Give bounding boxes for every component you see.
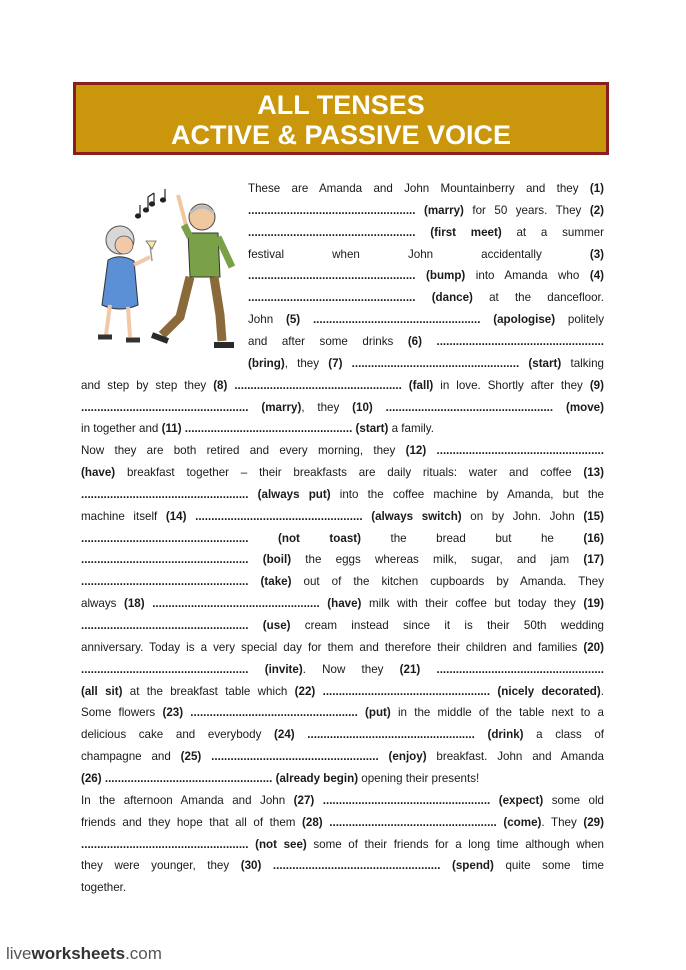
bold-cue: (have): [327, 597, 362, 611]
text-segment: in together and: [81, 422, 162, 436]
bold-cue: (19): [583, 597, 604, 611]
text-segment: always: [81, 597, 124, 611]
bold-cue: (fall): [408, 378, 434, 392]
text-segment: [249, 575, 261, 588]
text-segment: [416, 226, 431, 239]
text-segment: friends and they hope that all of them: [81, 815, 303, 829]
text-line: [81, 703, 604, 723]
text-line: [81, 485, 604, 505]
text-segment: [249, 532, 279, 545]
bold-cue: (12): [405, 444, 427, 458]
worksheet-title-banner: [73, 82, 609, 155]
text-line: [248, 288, 604, 308]
text-segment: [187, 510, 196, 523]
text-segment: [295, 728, 308, 741]
bold-cue: (26): [81, 771, 102, 785]
text-line: [81, 441, 604, 461]
answer-blank[interactable]: ....................................................: [184, 422, 353, 436]
text-segment: for 50 years. They: [463, 203, 590, 217]
text-line: [81, 529, 604, 549]
bold-cue: (expect): [498, 793, 544, 807]
text-segment: anniversary. Today is a very special day for them and therefore their children and families: [81, 640, 584, 654]
text-line: [81, 616, 604, 636]
text-line: [81, 813, 604, 833]
bold-cue: (13): [583, 466, 604, 480]
text-line: [81, 550, 604, 570]
bold-cue: (move): [565, 400, 604, 414]
bold-cue: (20): [583, 640, 604, 654]
text-line: [248, 223, 604, 243]
text-segment: festival when John accidentally: [248, 247, 590, 261]
text-segment: some old: [543, 793, 604, 807]
answer-blank[interactable]: ....................................................: [234, 378, 402, 392]
text-segment: into Amanda who: [465, 269, 590, 283]
text-segment: Some flowers: [81, 706, 163, 720]
answer-blank[interactable]: .: [600, 684, 604, 698]
text-segment: [420, 663, 436, 676]
bold-cue: (always switch): [371, 509, 462, 523]
bold-cue: (18): [124, 597, 145, 611]
text-segment: [358, 706, 365, 719]
bold-cue: (3): [589, 247, 604, 261]
text-segment: a family.: [388, 422, 434, 436]
text-segment: quite some time: [493, 859, 604, 873]
bold-cue: (always put): [257, 487, 331, 501]
text-segment: [315, 685, 322, 698]
text-segment: opening their presents!: [358, 771, 480, 785]
answer-blank[interactable]: ....................................................: [104, 771, 273, 785]
text-segment: at the breakfast table which: [122, 684, 295, 698]
bold-cue: (28): [302, 815, 323, 829]
text-line: [81, 769, 604, 789]
answer-blank[interactable]: ....................................................: [81, 531, 249, 545]
bold-cue: (11): [161, 422, 182, 436]
bold-cue: (15): [583, 509, 604, 523]
text-segment: [249, 488, 258, 501]
text-segment: [379, 750, 389, 763]
text-segment: breakfast. John and Amanda: [426, 750, 604, 764]
answer-blank[interactable]: ....................................................: [81, 553, 249, 567]
text-segment: In the afternoon Amanda and John: [81, 793, 294, 807]
text-line: [81, 747, 604, 767]
text-line: [81, 507, 604, 527]
text-segment: they were younger, they: [81, 859, 241, 873]
text-segment: out of the kitchen cupboards by Amanda. They: [291, 575, 604, 589]
title-line-1: ALL TENSES: [257, 90, 425, 120]
answer-blank[interactable]: ....................................................: [322, 793, 491, 807]
bold-cue: (put): [365, 706, 391, 720]
text-segment: talking: [561, 356, 604, 370]
bold-cue: (9): [589, 378, 604, 392]
bold-cue: (take): [260, 575, 292, 589]
footer-live: live: [6, 944, 32, 963]
text-line: [248, 245, 604, 265]
answer-blank[interactable]: ....................................................: [152, 597, 320, 611]
text-segment: cream instead since it is their 50th wedding: [290, 619, 604, 632]
text-segment: [519, 357, 528, 370]
answer-blank[interactable]: ....................................................: [436, 662, 604, 676]
dancing-couple-illustration: [90, 185, 240, 355]
answer-blank[interactable]: ....................................................: [190, 706, 358, 720]
answer-blank[interactable]: ....................................................: [211, 750, 379, 764]
text-line: [248, 310, 604, 330]
text-segment: [201, 750, 211, 763]
text-line: [248, 332, 604, 352]
text-line: [248, 179, 604, 199]
bold-cue: (not toast): [278, 531, 361, 545]
bold-cue: (first meet): [430, 225, 502, 239]
bold-cue: (spend): [452, 859, 494, 873]
text-segment: [490, 794, 498, 807]
text-line: [81, 682, 604, 702]
footer-worksheets: worksheets: [31, 944, 126, 963]
bold-cue: (7): [328, 356, 343, 370]
text-segment: [475, 728, 488, 741]
bold-cue: (all sit): [81, 684, 123, 698]
answer-blank[interactable]: ....................................................: [436, 444, 604, 458]
old-woman-figure: [98, 226, 156, 340]
bold-cue: (29): [583, 815, 604, 829]
text-segment: John: [248, 313, 286, 327]
text-segment: [402, 379, 409, 392]
text-segment: on by John. John: [461, 509, 584, 523]
text-segment: a class of: [523, 728, 604, 742]
text-segment: delicious cake and everybody: [81, 728, 275, 742]
bold-cue: (8): [213, 378, 228, 392]
text-segment: [416, 269, 427, 282]
text-segment: and after some drinks: [248, 334, 408, 348]
text-line: [248, 354, 604, 374]
bold-cue: (23): [162, 706, 184, 720]
text-segment: . Now they: [302, 662, 400, 676]
text-segment: into the coffee machine by Amanda, but the: [330, 487, 605, 501]
bold-cue: (5): [285, 313, 301, 327]
text-segment: [416, 204, 424, 217]
bold-cue: (22): [294, 684, 316, 698]
bold-cue: (use): [262, 619, 291, 632]
text-segment: [422, 335, 437, 348]
bold-cue: (24): [274, 728, 295, 742]
answer-blank[interactable]: ....................................................: [312, 313, 481, 327]
bold-cue: (drink): [487, 728, 524, 742]
text-segment: [416, 291, 432, 304]
answer-blank[interactable]: ....................................................: [248, 291, 416, 305]
text-segment: at the dancefloor.: [472, 291, 604, 305]
answer-blank[interactable]: ....................................................: [195, 509, 363, 523]
bold-cue: (bump): [426, 269, 466, 283]
text-segment: the eggs whereas milk, sugar, and jam: [291, 553, 584, 567]
bold-cue: (25): [180, 750, 202, 764]
text-line: [81, 878, 604, 898]
text-segment: [261, 859, 273, 872]
bold-cue: (2): [589, 203, 604, 217]
bold-cue: (1): [589, 182, 604, 195]
bold-cue: (6): [407, 334, 422, 348]
bold-cue: (invite): [264, 662, 303, 676]
footer-dotcom: .com: [125, 944, 162, 963]
text-segment: [363, 510, 372, 523]
text-line: [81, 638, 604, 658]
bold-cue: (16): [583, 531, 604, 545]
text-segment: [426, 444, 436, 457]
text-line: [81, 856, 604, 876]
bold-cue: (dance): [431, 291, 473, 305]
text-segment: [553, 401, 566, 414]
text-line: [248, 266, 604, 286]
bold-cue: (marry): [423, 203, 464, 217]
text-segment: and step by step they: [81, 378, 214, 392]
bold-cue: (bring): [248, 356, 285, 370]
answer-blank[interactable]: ....................................................: [81, 487, 249, 501]
text-segment: [314, 794, 322, 807]
text-line: [81, 725, 604, 745]
music-notes-icon: [136, 189, 166, 218]
answer-blank[interactable]: ....................................................: [322, 684, 491, 698]
text-segment: [249, 663, 265, 676]
answer-blank[interactable]: ....................................................: [436, 334, 604, 348]
text-segment: the bread but he: [361, 531, 584, 545]
answer-blank[interactable]: ....................................................: [272, 859, 441, 873]
bold-cue: (10): [352, 400, 373, 414]
text-line: [81, 463, 604, 483]
bold-cue: (apologise): [493, 313, 556, 327]
bold-cue: (start): [528, 356, 562, 370]
bold-cue: (start): [355, 422, 389, 436]
old-man-figure: [152, 195, 234, 345]
bold-cue: (enjoy): [388, 750, 427, 764]
answer-blank[interactable]: ....................................................: [307, 728, 475, 742]
title-line-2: ACTIVE & PASSIVE VOICE: [170, 120, 512, 150]
bold-cue: (21): [399, 662, 421, 676]
bold-cue: (boil): [262, 553, 292, 567]
text-segment: [300, 313, 313, 326]
text-segment: . They: [541, 815, 584, 829]
text-segment: breakfast together – their breakfasts are daily rituals: water and coffee: [115, 466, 584, 480]
text-line: [81, 594, 604, 614]
bold-cue: (30): [240, 859, 262, 873]
text-line: [81, 660, 604, 680]
text-line: [81, 398, 604, 418]
bold-cue: (already begin): [275, 771, 359, 785]
text-line: [81, 376, 604, 396]
text-segment: together.: [81, 881, 127, 895]
text-line: [81, 572, 604, 592]
text-segment: [373, 401, 386, 414]
answer-blank[interactable]: ....................................................: [329, 815, 497, 829]
bold-cue: (not see): [255, 837, 307, 851]
text-segment: [440, 859, 452, 872]
text-segment: milk with their coffee but today they: [361, 597, 584, 611]
text-segment: in the middle of the table next to a: [390, 706, 604, 720]
bold-cue: (17): [583, 553, 604, 567]
answer-blank[interactable]: ....................................................: [351, 356, 520, 370]
answer-blank[interactable]: ....................................................: [385, 400, 554, 414]
text-segment: [249, 553, 263, 566]
answer-blank[interactable]: ....................................................: [81, 400, 249, 414]
liveworksheets-logo: [6, 944, 162, 964]
bold-cue: (27): [293, 793, 315, 807]
bold-cue: (marry): [261, 400, 302, 414]
answer-blank[interactable]: ....................................................: [81, 662, 249, 676]
text-segment: [480, 313, 493, 326]
answer-blank[interactable]: ....................................................: [81, 575, 249, 589]
text-line: [248, 201, 604, 221]
text-segment: Now they are both retired and every morning, they: [81, 444, 406, 458]
text-line: [81, 419, 604, 439]
text-segment: at a summer: [501, 225, 604, 239]
bold-cue: (14): [165, 509, 187, 523]
answer-blank[interactable]: ....................................................: [248, 269, 416, 283]
text-line: [81, 835, 604, 855]
text-segment: politely: [555, 313, 604, 327]
text-segment: in love. Shortly after they: [433, 378, 590, 392]
bold-cue: (have): [81, 466, 116, 480]
bold-cue: (4): [589, 269, 604, 283]
text-line: [81, 791, 604, 811]
text-segment: [249, 619, 263, 632]
text-segment: [249, 401, 262, 414]
text-segment: champagne and: [81, 750, 181, 764]
answer-blank[interactable]: ....................................................: [248, 203, 416, 217]
answer-blank[interactable]: ....................................................: [81, 837, 249, 851]
text-segment: , they: [301, 400, 353, 414]
answer-blank[interactable]: ....................................................: [81, 619, 249, 632]
text-segment: machine itself: [81, 509, 166, 523]
answer-blank[interactable]: ....................................................: [248, 225, 416, 239]
bold-cue: (come): [503, 815, 542, 829]
bold-cue: (nicely decorated): [497, 684, 601, 698]
text-segment: [342, 357, 351, 370]
text-segment: , they: [284, 356, 329, 370]
text-segment: some of their friends for a long time although when: [306, 837, 604, 851]
text-segment: These are Amanda and John Mountainberry and they: [248, 182, 590, 195]
